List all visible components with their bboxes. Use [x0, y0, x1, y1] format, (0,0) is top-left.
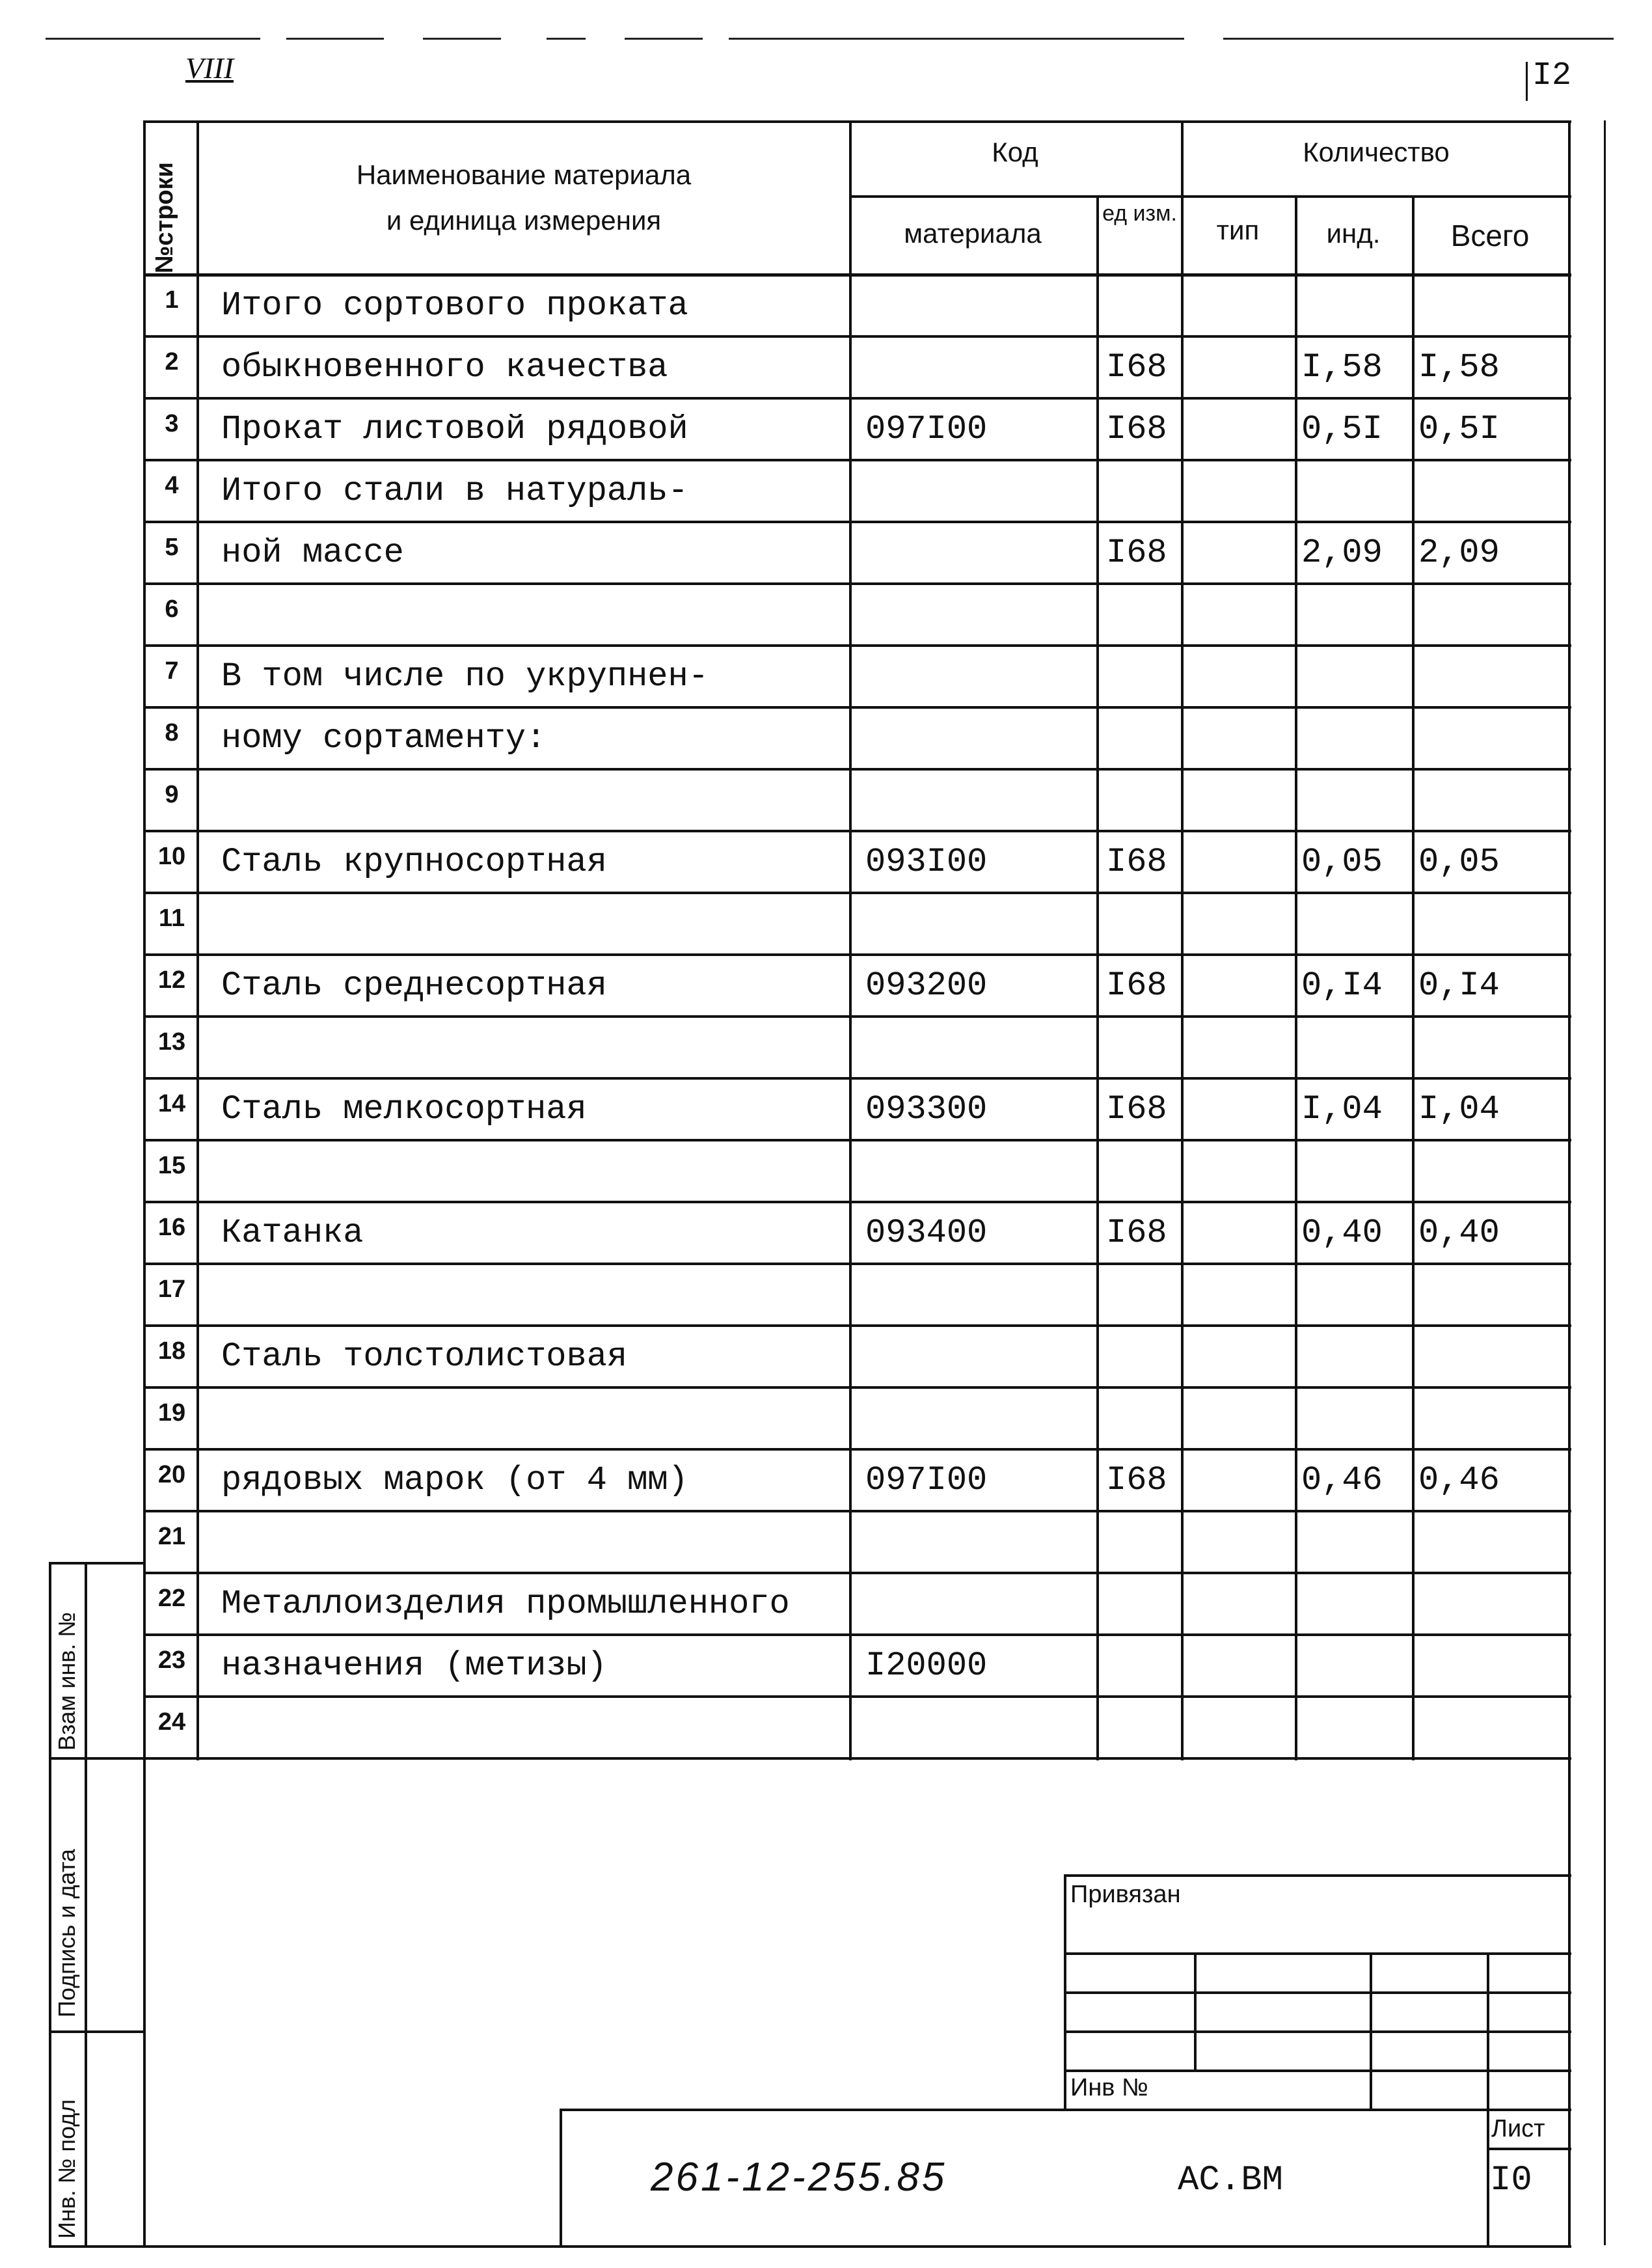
sheet-label: Лист: [1491, 2115, 1545, 2142]
material-name: ной массе: [221, 534, 404, 572]
row-number: 1: [165, 286, 179, 314]
material-code: I20000: [865, 1646, 988, 1685]
material-name: Сталь мелкосортная: [221, 1090, 587, 1128]
row-number: 19: [157, 1399, 186, 1427]
inv-podl-label: Инв. № подл: [53, 2099, 80, 2239]
material-name: Катанка: [221, 1214, 364, 1252]
unit-code: I68: [1106, 1090, 1167, 1128]
vzam-inv-label: Взам инв. №: [53, 1611, 80, 1751]
roman-mark: VIII: [185, 51, 234, 85]
row-number: 20: [157, 1461, 186, 1488]
material-name: Итого стали в натураль-: [221, 472, 688, 510]
row-number-header: №строки: [151, 162, 178, 273]
row-number: 17: [157, 1276, 186, 1303]
material-code: 093400: [865, 1214, 988, 1252]
inv-no-label: Инв №: [1070, 2074, 1148, 2101]
material-name: Сталь толстолистовая: [221, 1337, 628, 1376]
qty-total: 0,5I: [1418, 410, 1500, 448]
qty-ind: 2,09: [1301, 534, 1383, 572]
document-type: АС.ВМ: [1178, 2161, 1284, 2200]
unit-code: I68: [1106, 1461, 1167, 1499]
material-name: ному сортаменту:: [221, 719, 547, 758]
privyazan-label: Привязан: [1070, 1881, 1181, 1908]
qty-ind: I,58: [1301, 348, 1383, 387]
unit-code: I68: [1106, 1214, 1167, 1252]
row-number: 24: [157, 1708, 186, 1736]
row-number: 16: [157, 1214, 186, 1241]
material-name: рядовых марок (от 4 мм): [221, 1461, 688, 1499]
document-code: 261-12-255.85: [651, 2155, 947, 2200]
row-number: 2: [165, 348, 179, 376]
row-number: 18: [157, 1337, 186, 1365]
qty-ind: 0,5I: [1301, 410, 1383, 448]
ind-header: инд.: [1326, 218, 1381, 249]
material-code: 093300: [865, 1090, 988, 1128]
row-number: 12: [157, 966, 186, 994]
unit-code: I68: [1106, 348, 1167, 387]
row-number: 7: [165, 657, 179, 685]
code-header: Код: [992, 137, 1038, 167]
row-number: 6: [165, 595, 179, 623]
code-unit-header: ед изм.: [1102, 201, 1177, 226]
unit-code: I68: [1106, 410, 1167, 448]
qty-total: 0,40: [1418, 1214, 1500, 1252]
unit-code: I68: [1106, 534, 1167, 572]
qty-total: 0,46: [1418, 1461, 1500, 1499]
type-header: тип: [1216, 215, 1260, 245]
podpis-data-label: Подпись и дата: [53, 1849, 80, 2017]
row-number: 9: [165, 781, 179, 808]
qty-total: 0,I4: [1418, 966, 1500, 1005]
qty-ind: 0,40: [1301, 1214, 1383, 1252]
row-number: 8: [165, 719, 179, 746]
row-number: 23: [157, 1646, 186, 1674]
material-name: Прокат листовой рядовой: [221, 410, 688, 448]
row-number: 3: [165, 410, 179, 437]
row-number: 4: [165, 472, 179, 499]
material-code: 093I00: [865, 843, 988, 881]
material-name: Итого сортового проката: [221, 286, 688, 325]
material-name: В том числе по укрупнен-: [221, 657, 709, 696]
total-header: Всего: [1450, 219, 1530, 253]
qty-total: I,04: [1418, 1090, 1500, 1128]
page-number: I2: [1532, 57, 1572, 94]
unit-code: I68: [1106, 843, 1167, 881]
material-code: 097I00: [865, 410, 988, 448]
material-code: 093200: [865, 966, 988, 1005]
material-code: 097I00: [865, 1461, 988, 1499]
code-material-header: материала: [904, 218, 1042, 249]
quantity-header: Количество: [1303, 137, 1450, 167]
row-number: 11: [158, 905, 185, 932]
material-name: назначения (метизы): [221, 1646, 607, 1685]
name-header-line2: и единица измерения: [386, 205, 662, 236]
row-number: 10: [157, 843, 186, 870]
material-name: Металлоизделия промышленного: [221, 1585, 790, 1623]
qty-ind: 0,05: [1301, 843, 1383, 881]
name-header-line1: Наименование материала: [356, 159, 692, 190]
unit-code: I68: [1106, 966, 1167, 1005]
row-number: 22: [157, 1585, 186, 1612]
row-number: 13: [157, 1028, 186, 1056]
qty-total: I,58: [1418, 348, 1500, 387]
material-name: Сталь крупносортная: [221, 843, 607, 881]
material-name: обыкновенного качества: [221, 348, 668, 387]
qty-ind: 0,I4: [1301, 966, 1383, 1005]
row-number: 14: [157, 1090, 186, 1117]
row-number: 15: [157, 1152, 186, 1179]
qty-ind: I,04: [1301, 1090, 1383, 1128]
qty-total: 0,05: [1418, 843, 1500, 881]
row-number: 21: [157, 1523, 186, 1550]
qty-total: 2,09: [1418, 534, 1500, 572]
row-number: 5: [165, 534, 179, 561]
sheet-number: I0: [1490, 2161, 1532, 2200]
qty-ind: 0,46: [1301, 1461, 1383, 1499]
material-name: Сталь среднесортная: [221, 966, 607, 1005]
